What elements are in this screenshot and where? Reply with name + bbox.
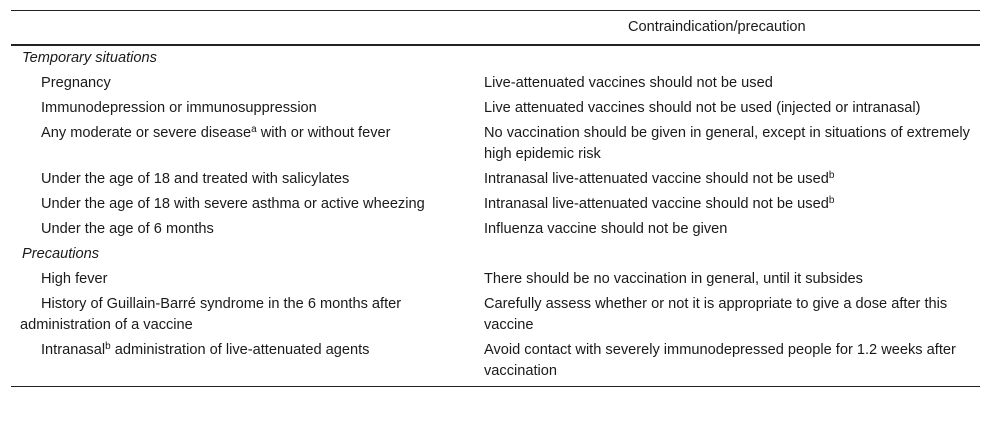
situation-cell (11, 71, 476, 96)
situation-cell (11, 96, 476, 121)
contraindication-cell (476, 96, 980, 121)
situation-cell (11, 121, 476, 167)
table-row (11, 71, 980, 96)
contraindication-text: Intranasal live-attenuated vaccine should not be used (484, 170, 829, 187)
contraindication-cell (476, 217, 980, 242)
contraindication-text: Live-attenuated vaccines should not be used (484, 74, 773, 91)
footnote-marker: b (828, 169, 835, 181)
situation-text: Any moderate or severe disease (41, 124, 252, 141)
section-title: Precautions (22, 245, 100, 262)
situation-text: Under the age of 6 months (41, 220, 214, 237)
contraindication-cell (476, 292, 980, 338)
contraindication-cell (476, 192, 980, 217)
situation-cell (11, 217, 476, 242)
situation-text: High fever (41, 270, 108, 287)
table-row (11, 121, 980, 167)
section-row (11, 242, 980, 267)
contraindication-text: No vaccination should be given in general, except in situations of extremely high epidemic risk (484, 124, 970, 162)
situation-cell (11, 267, 476, 292)
contraindication-cell (476, 338, 980, 387)
section-row (11, 45, 980, 71)
situation-text-continued: with or without fever (256, 124, 391, 141)
situation-cell (11, 167, 476, 192)
situation-text-continued: administration of live-attenuated agents (110, 341, 370, 358)
header-col-contraindication: Contraindication/precaution (476, 11, 980, 45)
situation-text: Intranasal (41, 341, 106, 358)
contraindications-table-container (11, 10, 980, 387)
situation-cell (11, 338, 476, 387)
table-row (11, 338, 980, 387)
contraindication-cell (476, 121, 980, 167)
contraindication-text: Influenza vaccine should not be given (484, 220, 728, 237)
table-body (11, 45, 980, 387)
situation-cell (11, 192, 476, 217)
table-row (11, 217, 980, 242)
contraindication-text: Intranasal live-attenuated vaccine should not be used (484, 195, 829, 212)
table-row (11, 96, 980, 121)
situation-text: Under the age of 18 with severe asthma or active wheezing (41, 195, 425, 212)
situation-text: Immunodepression or immunosuppression (41, 99, 317, 116)
table-row (11, 292, 980, 338)
situation-text: Pregnancy (41, 74, 111, 91)
contraindication-cell (476, 267, 980, 292)
table-header-row (11, 11, 980, 45)
contraindication-text: Avoid contact with severely immunodepressed people for 1.2 weeks after vaccination (484, 341, 956, 379)
footnote-marker: b (105, 340, 111, 352)
section-title: Temporary situations (22, 49, 157, 66)
contraindication-text: There should be no vaccination in general, until it subsides (484, 270, 863, 287)
situation-text: History of Guillain-Barré syndrome in the 6 months after administration of a vaccine (20, 295, 402, 333)
contraindication-text: Carefully assess whether or not it is appropriate to give a dose after this vaccine (484, 295, 948, 333)
table-row (11, 267, 980, 292)
footnote-marker: a (251, 123, 257, 135)
contraindication-cell (476, 71, 980, 96)
table-row (11, 167, 980, 192)
situation-cell (11, 292, 476, 338)
situation-text: Under the age of 18 and treated with salicylates (41, 170, 350, 187)
contraindication-text: Live attenuated vaccines should not be used (injected or intranasal) (484, 99, 921, 116)
header-col-situation (11, 11, 476, 45)
contraindications-table (11, 10, 980, 387)
contraindication-cell (476, 167, 980, 192)
footnote-marker: b (828, 194, 835, 206)
table-row (11, 192, 980, 217)
